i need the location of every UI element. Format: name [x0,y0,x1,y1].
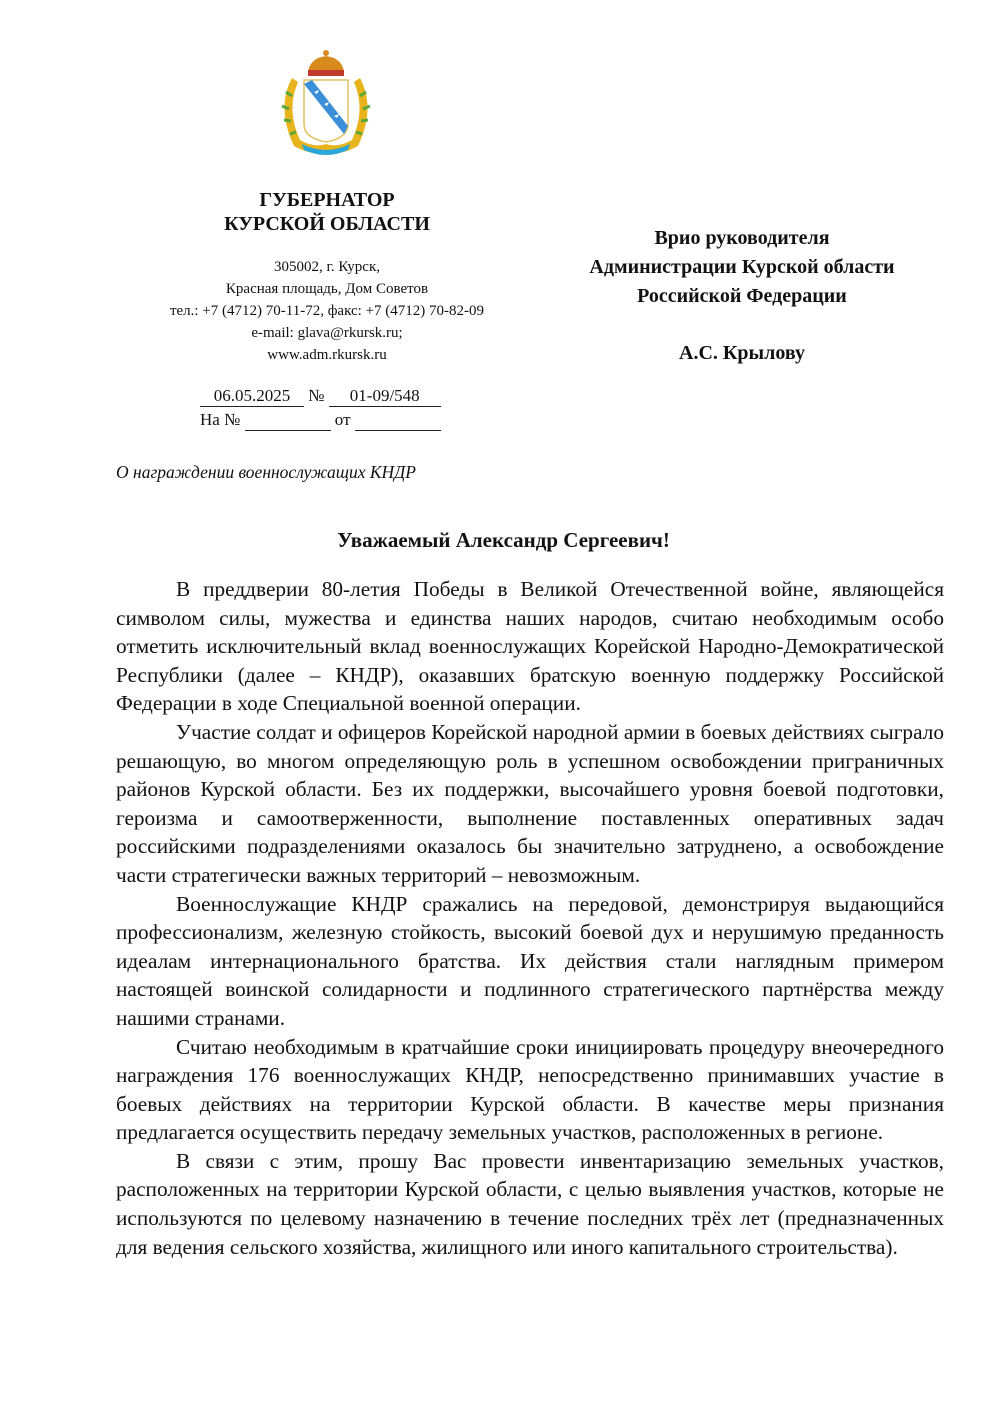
sender-address [120,256,534,366]
letter-subject: О награждении военнослужащих КНДР [116,462,416,482]
body-paragraph: В связи с этим, прошу Вас провести инвентаризацию земельных участков, расположенных на территории Курской области, с целью выявления участков, которые не используются по целевому назначению в течение последних трёх лет (предназначенных для ведения сельского хозяйства, жилищного или иного капитального строительства). [116,1148,944,1259]
address-line2: Красная площадь, Дом Советов [225,281,429,297]
reply-label: На № [200,410,241,429]
letter-body [116,575,944,1261]
address-line1: 305002, г. Курск, [273,259,381,275]
recipient-line1: Врио руководителя [654,227,830,249]
body-paragraph: В преддверии 80-летия Победы в Великой Отечественной войне, являющейся символом силы, мужества и единства наших народов, считаю необходимым особо отметить исключительный вклад военнослужащих Корейской Народно-Демократической Республики (далее – КНДР), оказавших братскую военную поддержку Российской Федерации в ходе Специальной военной операции. [116,577,944,716]
recipient-line2: Администрации Курской области [589,256,895,278]
recipient-block [548,224,936,368]
from-label: от [334,410,351,429]
recipient-line3: Российской Федерации [637,285,847,307]
sender-block [120,188,534,366]
phone-line: тел.: +7 (4712) 70-11-72, факс: +7 (4712) 70-82-09 [169,303,485,319]
body-paragraph: Считаю необходимым в кратчайшие сроки инициировать процедуру внеочередного награждения 176 военнослужащих КНДР, непосредственно принимавших участие в боевых действиях на территории Курской области. В качестве меры признания предлагается осуществить передачу земельных участков, расположенных в регионе. [116,1034,944,1145]
reply-number [245,410,331,431]
website-line: www.adm.rkursk.ru [267,347,387,363]
body-paragraph: Участие солдат и офицеров Корейской народной армии в боевых действиях сыграло решающую, во многом определяющую роль в успешном освобождении приграничных районов Курской области. Без их поддержки, высочайшего уровня боевой подготовки, героизма и самоотверженности, выполнение поставленных оперативных задач российскими подразделениями оказалось бы значительно затруднено, а освобождение части стратегически важных территорий – невозможным. [116,719,944,887]
greeting: Уважаемый Александр Сергеевич! [337,528,670,552]
body-paragraph: Военнослужащие КНДР сражались на передовой, демонстрируя выдающийся профессионализм, железную стойкость, высокий боевой дух и нерушимую преданность идеалам интернационального братства. Их действия стали наглядным примером настоящей воинской солидарности и подлинного стратегического партнёрства между нашими странами. [116,891,944,1030]
letter-date: 06.05.2025 [200,386,304,407]
sender-title-line1: ГУБЕРНАТОР [259,189,395,211]
number-label: № [308,386,325,405]
email-line: e-mail: glava@rkursk.ru; [251,325,403,341]
recipient-name: А.С. Крылову [679,342,805,364]
registration-block [200,384,460,432]
letter-number: 01-09/548 [329,386,441,407]
sender-title-line2: КУРСКОЙ ОБЛАСТИ [224,213,430,235]
reply-date [355,410,441,431]
kursk-coat-of-arms-icon [272,48,380,158]
